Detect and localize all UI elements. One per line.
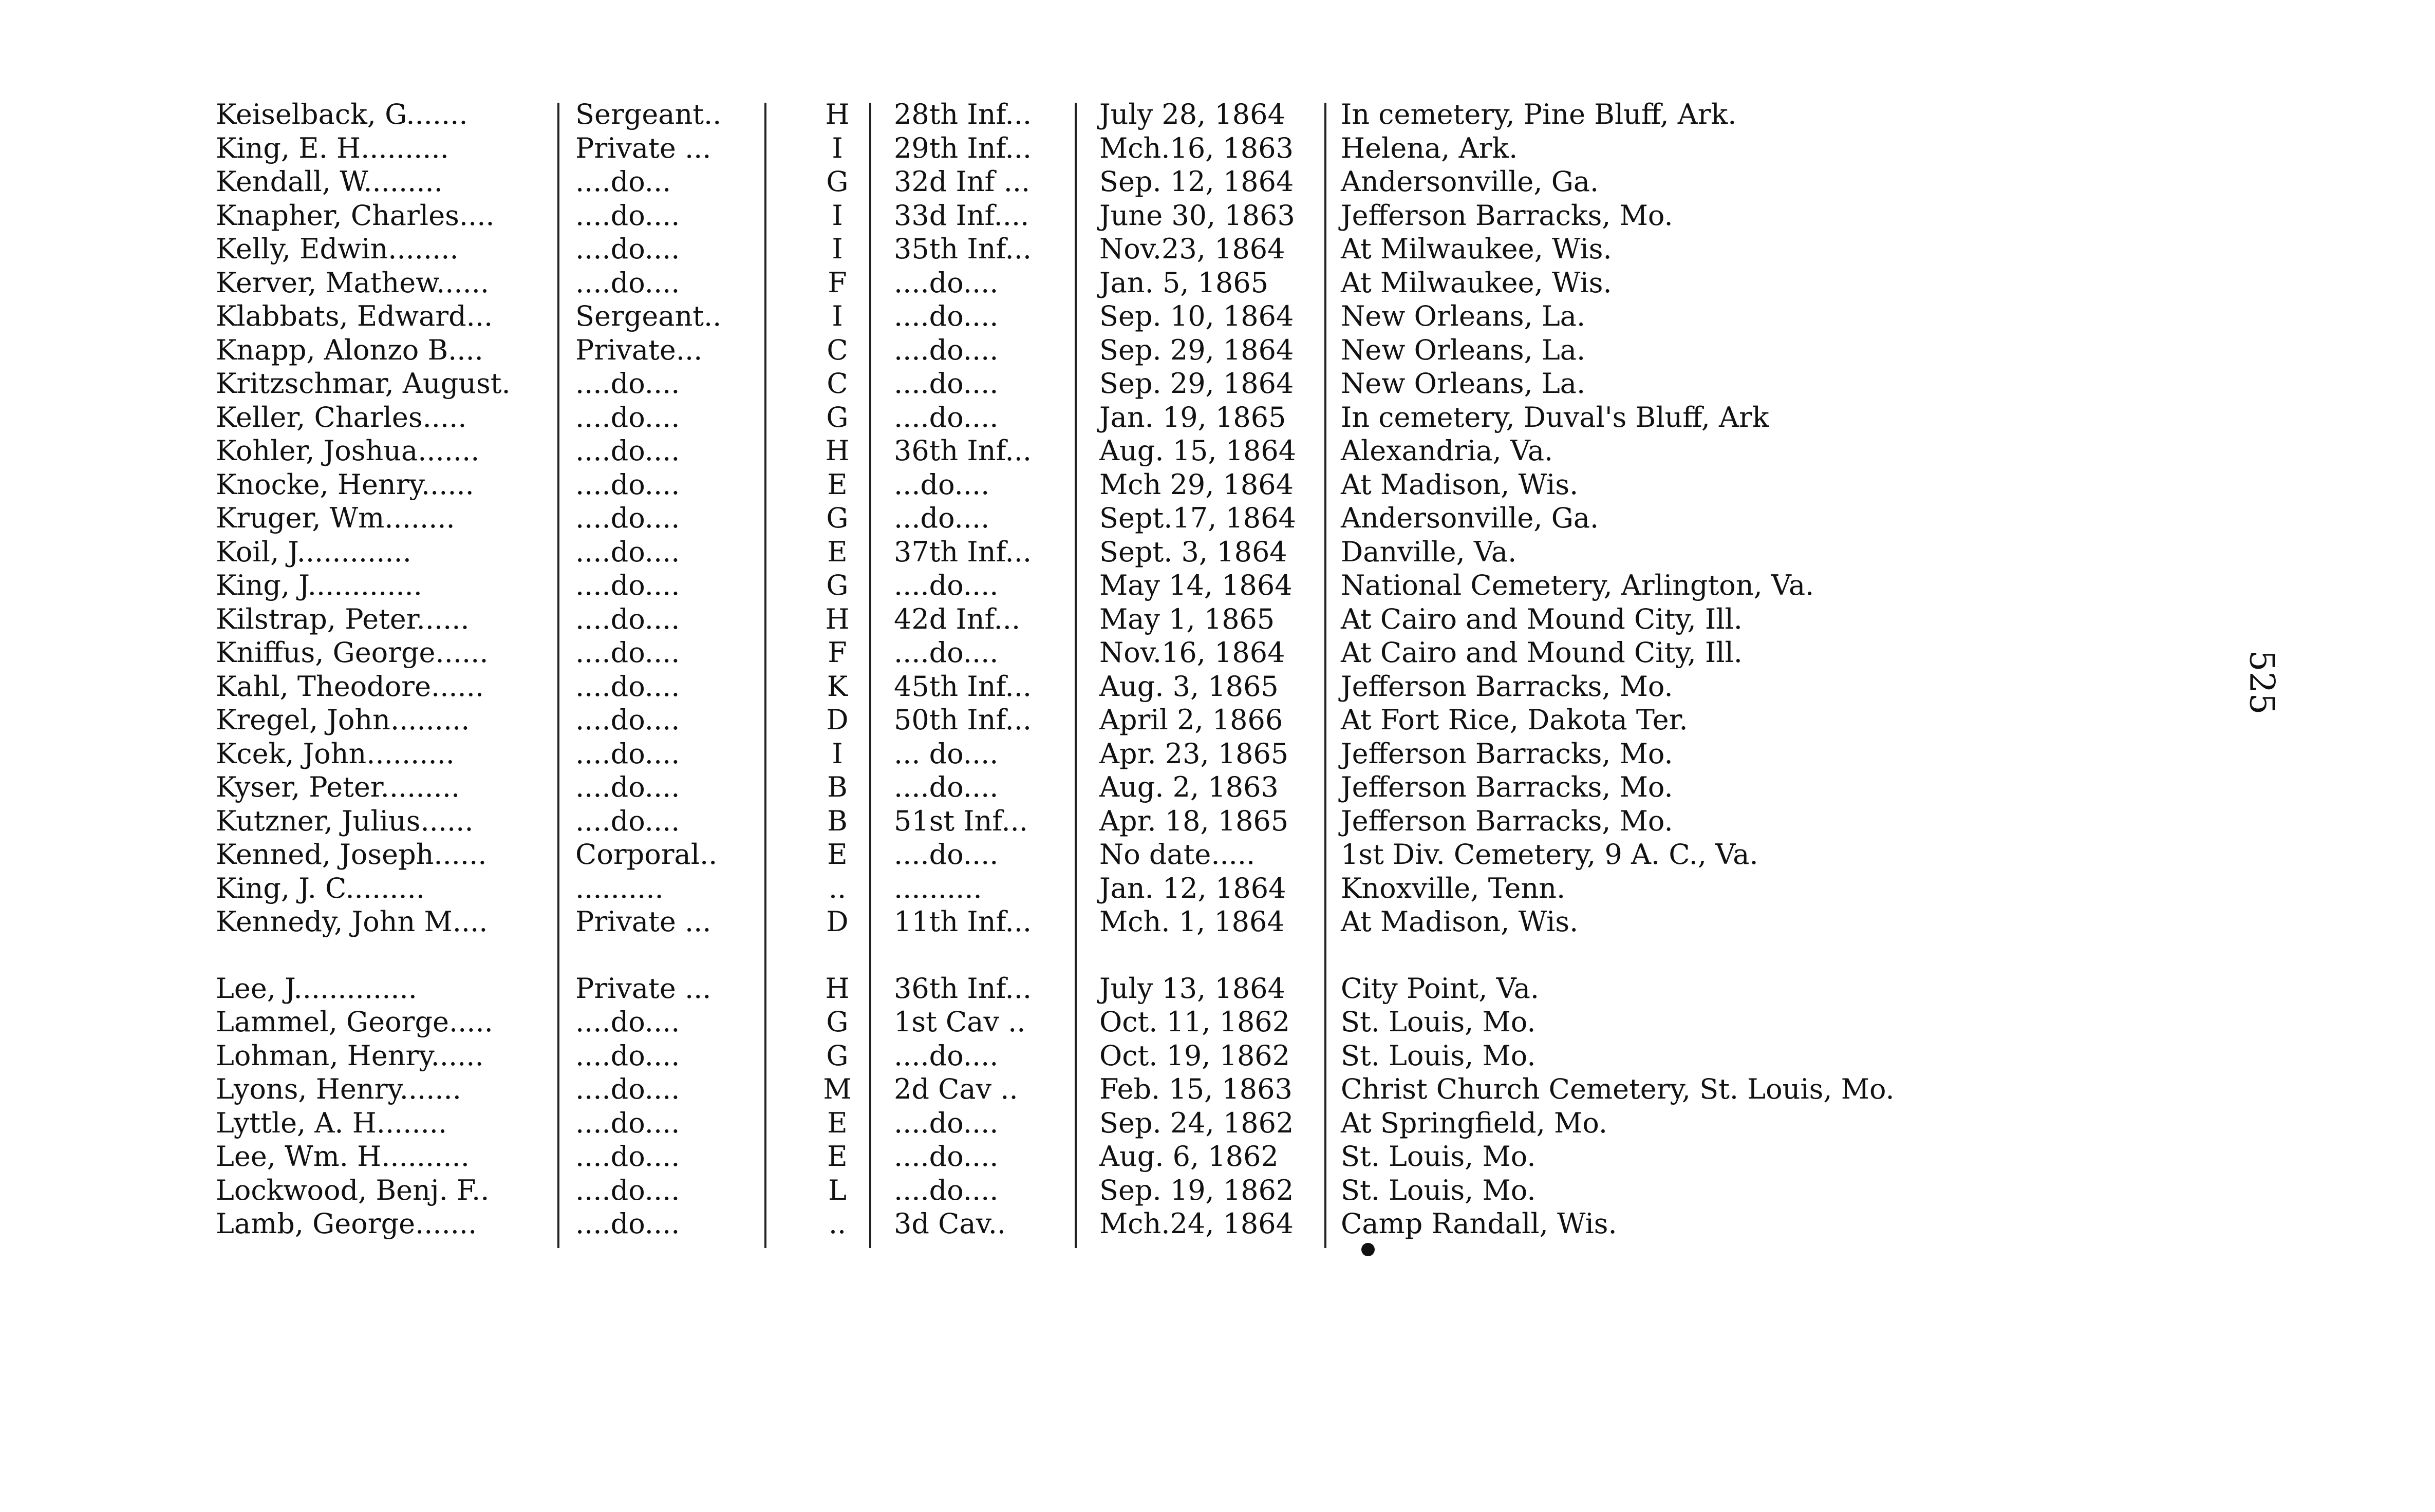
death-date: Aug. 3, 1865 (1099, 670, 1279, 703)
regiment: ....do.... (894, 1140, 999, 1173)
regiment: 36th Inf... (894, 972, 1032, 1005)
company: F (828, 636, 847, 669)
rank: ....do.... (575, 1140, 680, 1173)
company: .. (828, 872, 847, 904)
burial-place: St. Louis, Mo. (1341, 1174, 1536, 1206)
death-date: Sept.17, 1864 (1099, 502, 1296, 534)
company: E (827, 468, 848, 501)
company: G (826, 1039, 849, 1072)
rank: ....do.... (575, 1006, 680, 1038)
company: E (827, 535, 848, 568)
soldier-name: Kruger, Wm........ (216, 502, 455, 534)
soldier-name: Kohler, Joshua....... (216, 434, 480, 467)
soldier-name: Kyser, Peter......... (216, 771, 460, 803)
soldier-name: Kennedy, John M.... (216, 905, 488, 938)
regiment: 2d Cav .. (894, 1073, 1018, 1105)
burial-place: At Milwaukee, Wis. (1341, 233, 1612, 265)
soldier-name: Lee, J.............. (216, 972, 417, 1005)
company: G (826, 165, 849, 198)
soldier-name: Kcek, John.......... (216, 737, 455, 770)
company: B (827, 771, 848, 803)
regiment: ....do.... (894, 300, 999, 332)
company: I (832, 300, 843, 332)
regiment: ...do.... (894, 502, 990, 534)
company: H (825, 972, 850, 1005)
death-date: Nov.16, 1864 (1099, 636, 1285, 669)
rank: Corporal.. (575, 838, 718, 871)
company: D (826, 905, 849, 938)
death-date: Aug. 15, 1864 (1099, 434, 1297, 467)
soldier-name: Lohman, Henry...... (216, 1039, 484, 1072)
burial-place: St. Louis, Mo. (1341, 1140, 1536, 1173)
company: L (828, 1174, 847, 1206)
burial-place: Knoxville, Tenn. (1341, 872, 1566, 904)
burial-place: Camp Randall, Wis. (1341, 1207, 1617, 1240)
company: I (832, 199, 843, 232)
death-date: May 14, 1864 (1099, 569, 1293, 601)
death-date: Mch 29, 1864 (1099, 468, 1294, 501)
company: C (827, 333, 848, 366)
death-date: Oct. 11, 1862 (1099, 1006, 1290, 1038)
death-date: Apr. 18, 1865 (1099, 804, 1289, 837)
company: B (827, 804, 848, 837)
regiment: .......... (894, 872, 982, 904)
rank: ....do.... (575, 1174, 680, 1206)
rank: ....do.... (575, 266, 680, 299)
rank: ....do.... (575, 367, 680, 400)
company: G (826, 1006, 849, 1038)
burial-place: 1st Div. Cemetery, 9 A. C., Va. (1341, 838, 1758, 871)
burial-place: In cemetery, Duval's Bluff, Ark (1341, 401, 1769, 433)
death-date: Sep. 29, 1864 (1099, 333, 1294, 366)
column-rule (557, 103, 559, 1248)
regiment: 33d Inf.... (894, 199, 1029, 232)
death-date: Jan. 5, 1865 (1099, 266, 1269, 299)
soldier-name: Lyons, Henry....... (216, 1073, 461, 1105)
death-date: Sep. 19, 1862 (1099, 1174, 1294, 1206)
rank: Sergeant.. (575, 300, 722, 332)
soldier-name: Lammel, George..... (216, 1006, 493, 1038)
death-date: Mch. 1, 1864 (1099, 905, 1285, 938)
burial-place: Jefferson Barracks, Mo. (1341, 737, 1673, 770)
rank: ....do... (575, 165, 671, 198)
burial-place: In cemetery, Pine Bluff, Ark. (1341, 98, 1737, 130)
company: G (826, 401, 849, 433)
soldier-name: Kniffus, George...... (216, 636, 489, 669)
regiment: ....do.... (894, 569, 999, 601)
rank: Private ... (575, 905, 711, 938)
company: H (825, 98, 850, 130)
soldier-name: Lockwood, Benj. F.. (216, 1174, 490, 1206)
rank: Sergeant.. (575, 98, 722, 130)
regiment: ....do.... (894, 838, 999, 871)
burial-place: Andersonville, Ga. (1341, 502, 1599, 534)
soldier-name: Koil, J............. (216, 535, 411, 568)
regiment: 51st Inf... (894, 804, 1028, 837)
soldier-name: Lyttle, A. H........ (216, 1106, 447, 1139)
regiment: 29th Inf... (894, 131, 1032, 164)
soldier-name: Kahl, Theodore...... (216, 670, 484, 703)
death-date: No date..... (1099, 838, 1256, 871)
rank: ....do.... (575, 1207, 680, 1240)
burial-place: At Cairo and Mound City, Ill. (1341, 636, 1743, 669)
regiment: 32d Inf ... (894, 165, 1031, 198)
soldier-name: Kenned, Joseph...... (216, 838, 487, 871)
company: K (827, 670, 848, 703)
regiment: 35th Inf... (894, 233, 1032, 265)
burial-place: New Orleans, La. (1341, 333, 1586, 366)
company: E (827, 1140, 848, 1173)
burial-place: City Point, Va. (1341, 972, 1540, 1005)
rank: ....do.... (575, 737, 680, 770)
regiment: ....do.... (894, 367, 999, 400)
company: F (828, 266, 847, 299)
regiment: 3d Cav.. (894, 1207, 1006, 1240)
rank: Private... (575, 333, 703, 366)
company: C (827, 367, 848, 400)
death-date: April 2, 1866 (1099, 704, 1283, 736)
rank: ....do.... (575, 804, 680, 837)
rank: ....do.... (575, 1106, 680, 1139)
rank: ....do.... (575, 468, 680, 501)
soldier-name: King, E. H.......... (216, 131, 449, 164)
company: D (826, 704, 849, 736)
rank: Private ... (575, 131, 711, 164)
death-date: Jan. 12, 1864 (1099, 872, 1286, 904)
regiment: 37th Inf... (894, 535, 1032, 568)
burial-place: At Madison, Wis. (1341, 468, 1579, 501)
death-date: May 1, 1865 (1099, 602, 1275, 635)
burial-place: Danville, Va. (1341, 535, 1517, 568)
burial-place: National Cemetery, Arlington, Va. (1341, 569, 1814, 601)
regiment: 28th Inf... (894, 98, 1032, 130)
burial-place: St. Louis, Mo. (1341, 1006, 1536, 1038)
company: I (832, 737, 843, 770)
death-date: Apr. 23, 1865 (1099, 737, 1289, 770)
soldier-name: King, J. C......... (216, 872, 425, 904)
soldier-name: Kutzner, Julius...... (216, 804, 474, 837)
burial-place: At Madison, Wis. (1341, 905, 1579, 938)
soldier-name: Kendall, W......... (216, 165, 443, 198)
regiment: ....do.... (894, 771, 999, 803)
death-date: Jan. 19, 1865 (1099, 401, 1286, 433)
soldier-name: Knocke, Henry...... (216, 468, 474, 501)
soldier-name: Kritzschmar, August. (216, 367, 511, 400)
death-date: Sep. 29, 1864 (1099, 367, 1294, 400)
burial-place: At Cairo and Mound City, Ill. (1341, 602, 1743, 635)
regiment: ....do.... (894, 401, 999, 433)
death-date: Sep. 10, 1864 (1099, 300, 1294, 332)
company: .. (828, 1207, 847, 1240)
regiment: ....do.... (894, 266, 999, 299)
regiment: ...do.... (894, 468, 990, 501)
rank: ....do.... (575, 704, 680, 736)
soldier-name: Lamb, George....... (216, 1207, 477, 1240)
rank: ....do.... (575, 502, 680, 534)
company: H (825, 434, 850, 467)
death-date: July 28, 1864 (1099, 98, 1285, 130)
death-date: June 30, 1863 (1099, 199, 1295, 232)
regiment: ....do.... (894, 636, 999, 669)
rank: ....do.... (575, 771, 680, 803)
soldier-name: Kregel, John......... (216, 704, 470, 736)
soldier-name: Keiselback, G....... (216, 98, 468, 130)
company: G (826, 502, 849, 534)
death-date: Mch.24, 1864 (1099, 1207, 1294, 1240)
burial-place: At Springfield, Mo. (1341, 1106, 1608, 1139)
burial-place: New Orleans, La. (1341, 367, 1586, 400)
death-date: Aug. 2, 1863 (1099, 771, 1279, 803)
death-date: Sep. 24, 1862 (1099, 1106, 1294, 1139)
regiment: 45th Inf... (894, 670, 1032, 703)
death-date: Sep. 12, 1864 (1099, 165, 1294, 198)
company: I (832, 233, 843, 265)
company: H (825, 602, 850, 635)
rank: ....do.... (575, 569, 680, 601)
burial-place: At Milwaukee, Wis. (1341, 266, 1612, 299)
soldier-name: Knapp, Alonzo B.... (216, 333, 483, 366)
rank: ....do.... (575, 199, 680, 232)
company: M (823, 1073, 852, 1105)
soldier-name: Lee, Wm. H.......... (216, 1140, 470, 1173)
rank: ....do.... (575, 636, 680, 669)
death-date: Sept. 3, 1864 (1099, 535, 1287, 568)
death-date: Aug. 6, 1862 (1099, 1140, 1279, 1173)
rank: ....do.... (575, 233, 680, 265)
death-date: July 13, 1864 (1099, 972, 1285, 1005)
soldier-name: Kelly, Edwin........ (216, 233, 459, 265)
rank: ....do.... (575, 602, 680, 635)
death-date: Nov.23, 1864 (1099, 233, 1285, 265)
burial-place: Alexandria, Va. (1341, 434, 1553, 467)
soldier-name: Kerver, Mathew...... (216, 266, 490, 299)
rank: ....do.... (575, 1039, 680, 1072)
rank: ....do.... (575, 670, 680, 703)
regiment: ....do.... (894, 1106, 999, 1139)
burial-place: Helena, Ark. (1341, 131, 1518, 164)
company: G (826, 569, 849, 601)
burial-place: Christ Church Cemetery, St. Louis, Mo. (1341, 1073, 1895, 1105)
regiment: ....do.... (894, 1039, 999, 1072)
burial-place: Jefferson Barracks, Mo. (1341, 804, 1673, 837)
rank: Private ... (575, 972, 711, 1005)
death-date: Feb. 15, 1863 (1099, 1073, 1293, 1105)
burial-place: Jefferson Barracks, Mo. (1341, 199, 1673, 232)
burial-place: At Fort Rice, Dakota Ter. (1341, 704, 1688, 736)
company: E (827, 1106, 848, 1139)
regiment: 11th Inf... (894, 905, 1032, 938)
soldier-name: Kilstrap, Peter...... (216, 602, 470, 635)
company: E (827, 838, 848, 871)
soldier-name: Knapher, Charles.... (216, 199, 495, 232)
page-number: 525 (2242, 650, 2282, 715)
regiment: ....do.... (894, 1174, 999, 1206)
rank: ....do.... (575, 434, 680, 467)
soldier-name: King, J............. (216, 569, 422, 601)
burial-place: Andersonville, Ga. (1341, 165, 1599, 198)
rank: ....do.... (575, 401, 680, 433)
regiment: ....do.... (894, 333, 999, 366)
regiment: 42d Inf... (894, 602, 1021, 635)
burial-place: Jefferson Barracks, Mo. (1341, 771, 1673, 803)
regiment: ... do.... (894, 737, 999, 770)
rank: ....do.... (575, 535, 680, 568)
burial-place: Jefferson Barracks, Mo. (1341, 670, 1673, 703)
burial-place: New Orleans, La. (1341, 300, 1586, 332)
death-date: Oct. 19, 1862 (1099, 1039, 1290, 1072)
soldier-name: Klabbats, Edward... (216, 300, 493, 332)
ink-blot (1361, 1243, 1375, 1256)
regiment: 50th Inf... (894, 704, 1032, 736)
company: I (832, 131, 843, 164)
soldier-name: Keller, Charles..... (216, 401, 467, 433)
death-date: Mch.16, 1863 (1099, 131, 1294, 164)
column-rule (1324, 103, 1326, 1248)
regiment: 1st Cav .. (894, 1006, 1026, 1038)
rank: ....do.... (575, 1073, 680, 1105)
rank: .......... (575, 872, 664, 904)
burial-place: St. Louis, Mo. (1341, 1039, 1536, 1072)
regiment: 36th Inf... (894, 434, 1032, 467)
